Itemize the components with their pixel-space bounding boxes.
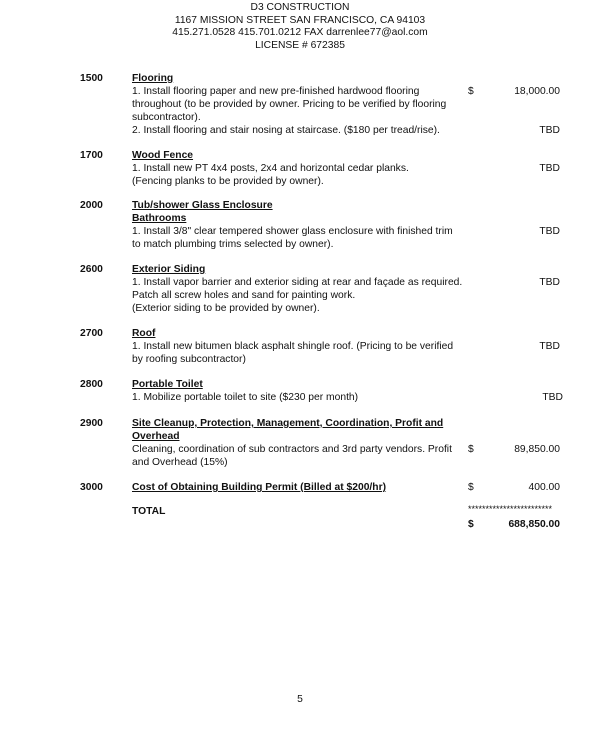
item-code: 2800 xyxy=(80,379,103,390)
item-title: Site Cleanup, Protection, Management, Coordination, Profit and xyxy=(132,418,444,429)
total-separator: ************************ xyxy=(468,504,553,514)
item-description xyxy=(132,481,464,494)
item-amount-tbd: TBD xyxy=(542,392,563,403)
total-amount: 688,850.00 xyxy=(508,519,560,530)
item-amount: 400.00 xyxy=(528,482,560,493)
company-contact: 415.271.0528 415.701.0212 FAX darrenlee77@aol.com xyxy=(172,27,428,38)
item-amount-tbd: TBD xyxy=(539,277,560,288)
item-description xyxy=(132,199,464,251)
item-line: and Overhead (15%) xyxy=(132,457,228,468)
item-line: 1. Install flooring paper and new pre-finished hardwood flooring xyxy=(132,86,420,97)
item-line: 1. Install new bitumen black asphalt shingle roof. (Pricing to be verified xyxy=(132,341,454,352)
dollar-sign: $ xyxy=(468,482,474,493)
item-line: 1. Install 3/8" clear tempered shower glass enclosure with finished trim xyxy=(132,226,453,237)
item-amount: 18,000.00 xyxy=(514,86,560,97)
letterhead xyxy=(0,2,600,52)
item-line: (Exterior siding to be provided by owner). xyxy=(132,303,320,314)
company-address: 1167 MISSION STREET SAN FRANCISCO, CA 94103 xyxy=(174,14,426,26)
company-name: D3 CONSTRUCTION xyxy=(250,2,350,13)
item-subtitle: Overhead xyxy=(132,431,180,442)
item-description xyxy=(132,378,464,404)
item-title: Cost of Obtaining Building Permit (Billed at $200/hr) xyxy=(132,482,387,493)
item-line: to match plumbing trims selected by owner). xyxy=(132,239,334,250)
item-description xyxy=(132,327,464,366)
item-line: subcontractor). xyxy=(132,112,201,123)
item-subtitle: Bathrooms xyxy=(132,213,187,224)
item-code: 1500 xyxy=(80,73,103,84)
item-line: 1. Install vapor barrier and exterior siding at rear and façade as required. xyxy=(132,277,463,288)
item-description xyxy=(132,149,464,188)
item-code: 2700 xyxy=(80,328,103,339)
company-license: LICENSE # 672385 xyxy=(255,39,345,51)
item-line: Patch all screw holes and sand for painting work. xyxy=(132,290,356,301)
item-amount-tbd: TBD xyxy=(539,125,560,136)
dollar-sign: $ xyxy=(468,86,474,97)
item-line: 1. Install new PT 4x4 posts, 2x4 and horizontal cedar planks. xyxy=(132,163,409,174)
item-line: Cleaning, coordination of sub contractors and 3rd party vendors. Profit xyxy=(132,444,452,455)
item-title: Flooring xyxy=(132,73,174,84)
total-label: TOTAL xyxy=(132,506,166,517)
item-title: Roof xyxy=(132,328,156,339)
item-amount: 89,850.00 xyxy=(514,444,560,455)
item-description xyxy=(132,72,464,137)
item-line: 1. Mobilize portable toilet to site ($230 per month) xyxy=(132,392,359,403)
item-amount-tbd: TBD xyxy=(539,226,560,237)
item-code: 2000 xyxy=(80,200,103,211)
dollar-sign: $ xyxy=(468,444,474,455)
item-line: throughout (to be provided by owner. Pricing to be verified by flooring xyxy=(132,99,447,110)
total-dollar-sign: $ xyxy=(468,519,474,530)
item-code: 1700 xyxy=(80,150,103,161)
item-title: Tub/shower Glass Enclosure xyxy=(132,200,273,211)
item-code: 3000 xyxy=(80,482,103,493)
item-code: 2600 xyxy=(80,264,103,275)
item-code: 2900 xyxy=(80,418,103,429)
item-title: Exterior Siding xyxy=(132,264,206,275)
item-line: by roofing subcontractor) xyxy=(132,354,246,365)
item-amount-tbd: TBD xyxy=(539,341,560,352)
item-description xyxy=(132,263,464,315)
item-title: Wood Fence xyxy=(132,150,194,161)
page-number: 5 xyxy=(297,694,303,705)
item-description xyxy=(132,417,452,469)
item-amount-tbd: TBD xyxy=(539,163,560,174)
item-title: Portable Toilet xyxy=(132,379,203,390)
item-line: (Fencing planks to be provided by owner). xyxy=(132,176,324,187)
item-line: 2. Install flooring and stair nosing at staircase. ($180 per tread/rise). xyxy=(132,125,440,136)
